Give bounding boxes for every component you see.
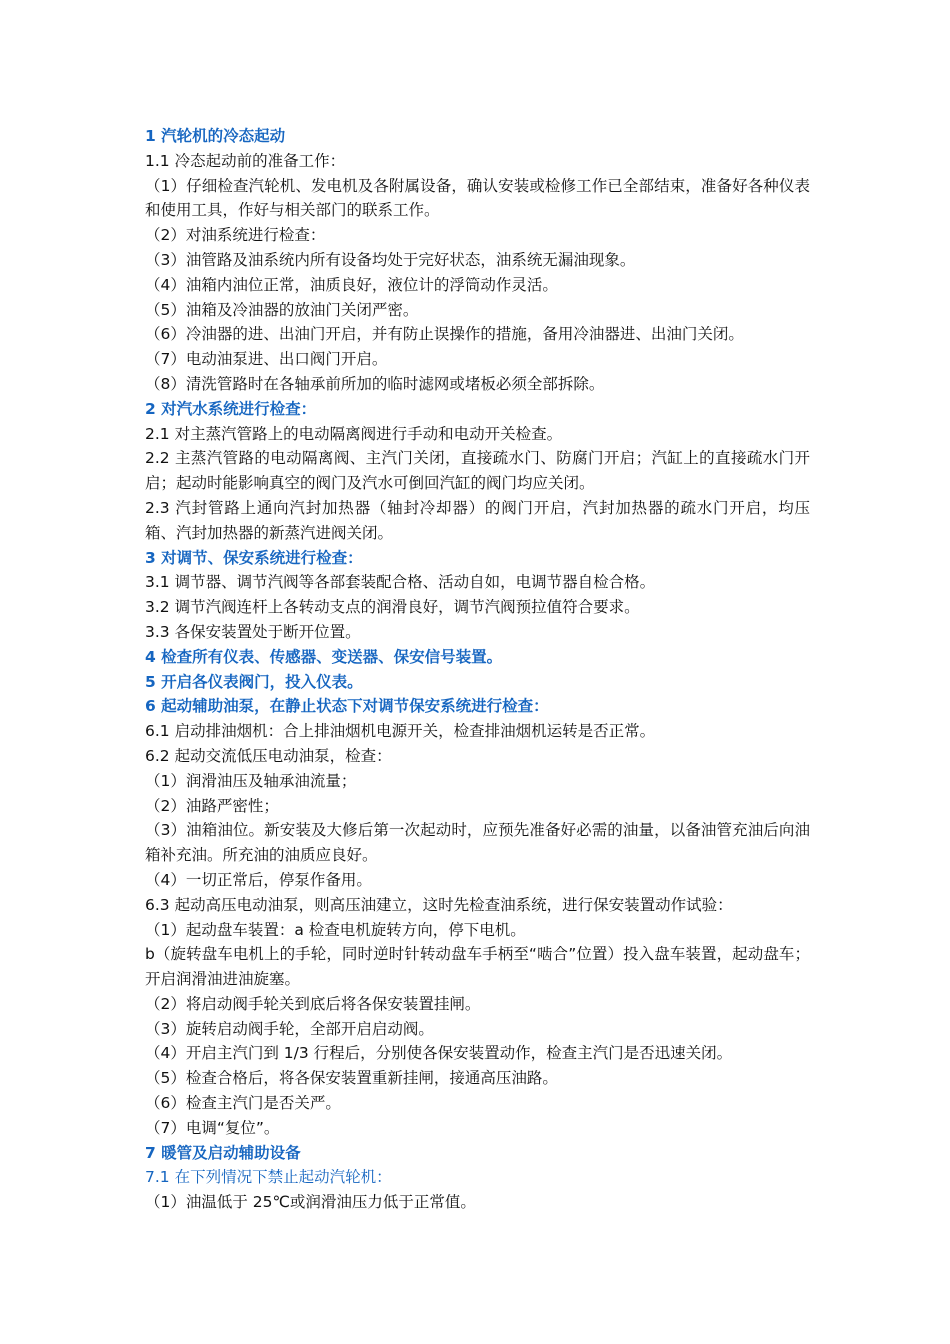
section-heading-7: 7 暖管及启动辅助设备: [145, 1143, 301, 1162]
paragraph: （8）清洗管路时在各轴承前所加的临时滤网或堵板必须全部拆除。: [145, 374, 605, 393]
paragraph: 6.2 起动交流低压电动油泵，检查：: [145, 746, 392, 765]
paragraph: （2）对油系统进行检查：: [145, 226, 326, 245]
paragraph: （6）检查主汽门是否关严。: [145, 1094, 341, 1113]
section-heading-5: 5 开启各仪表阀门，投入仪表。: [145, 672, 363, 691]
paragraph: （5）油箱及冷油器的放油门关闭严密。: [145, 300, 419, 319]
paragraph: b（旋转盘车电机上的手轮，同时逆时针转动盘车手柄至“啮合”位置）投入盘车装置，起动盘车；开启润滑油进油旋塞。: [145, 945, 810, 989]
paragraph: 3.3 各保安装置处于断开位置。: [145, 622, 361, 641]
section-heading-6: 6 起动辅助油泵，在静止状态下对调节保安系统进行检查：: [145, 697, 549, 716]
subsection-heading: 7.1 在下列情况下禁止起动汽轮机：: [145, 1168, 392, 1187]
paragraph: （5）检查合格后，将各保安装置重新挂闸，接通高压油路。: [145, 1069, 558, 1088]
paragraph: 2.1 对主蒸汽管路上的电动隔离阀进行手动和电动开关检查。: [145, 424, 563, 443]
paragraph: 3.1 调节器、调节汽阀等各部套装配合格、活动自如，电调节器自检合格。: [145, 573, 656, 592]
section-heading-1: 1 汽轮机的冷态起动: [145, 127, 286, 145]
paragraph: 2.2 主蒸汽管路的电动隔离阀、主汽门关闭，直接疏水门、防腐门开启；汽缸上的直接疏水门开启；起动时能影响真空的阀门及汽水可倒回汽缸的阀门均应关闭。: [145, 449, 810, 493]
paragraph: （6）冷油器的进、出油门开启，并有防止误操作的措施，备用冷油器进、出油门关闭。: [145, 325, 744, 344]
paragraph: （7）电调“复位”。: [145, 1118, 280, 1137]
paragraph: （1）润滑油压及轴承油流量；: [145, 771, 357, 790]
paragraph: 6.3 起动高压电动油泵，则高压油建立，这时先检查油系统，进行保安装置动作试验：: [145, 895, 733, 914]
paragraph: （1）油温低于 25℃或润滑油压力低于正常值。: [145, 1193, 476, 1212]
paragraph: （1）仔细检查汽轮机、发电机及各附属设备，确认安装或检修工作已全部结束，准备好各种仪表和使用工具，作好与相关部门的联系工作。: [145, 176, 810, 220]
paragraph: 6.1 启动排油烟机：合上排油烟机电源开关，检查排油烟机运转是否正常。: [145, 722, 656, 741]
paragraph: 2.3 汽封管路上通向汽封加热器（轴封冷却器）的阀门开启，汽封加热器的疏水门开启，均压箱、汽封加热器的新蒸汽进阀关闭。: [145, 498, 810, 542]
paragraph: （7）电动油泵进、出口阀门开启。: [145, 350, 388, 369]
paragraph: （2）将启动阀手轮关到底后将各保安装置挂闸。: [145, 994, 481, 1013]
paragraph: （2）油路严密性；: [145, 796, 279, 815]
paragraph: （3）旋转启动阀手轮，全部开启启动阀。: [145, 1019, 434, 1038]
paragraph: 3.2 调节汽阀连杆上各转动支点的润滑良好，调节汽阀预拉值符合要求。: [145, 598, 640, 617]
paragraph: （4）开启主汽门到 1/3 行程后，分别使各保安装置动作，检查主汽门是否迅速关闭。: [145, 1044, 733, 1063]
paragraph: （3）油箱油位。新安装及大修后第一次起动时，应预先准备好必需的油量，以备油管充油后向油箱补充油。所充油的油质应良好。: [145, 821, 810, 865]
paragraph: （1）起动盘车装置：a 检查电机旋转方向，停下电机。: [145, 920, 526, 939]
section-heading-3: 3 对调节、保安系统进行检查：: [145, 548, 363, 567]
paragraph: （4）一切正常后，停泵作备用。: [145, 870, 372, 889]
paragraph: （3）油管路及油系统内所有设备均处于完好状态，油系统无漏油现象。: [145, 250, 636, 269]
paragraph: 1.1 冷态起动前的准备工作：: [145, 151, 346, 170]
section-heading-2: 2 对汽水系统进行检查：: [145, 399, 317, 418]
document-body: [145, 124, 810, 1215]
section-heading-4: 4 检查所有仪表、传感器、变送器、保安信号装置。: [145, 647, 503, 666]
paragraph: （4）油箱内油位正常，油质良好，液位计的浮筒动作灵活。: [145, 275, 558, 294]
